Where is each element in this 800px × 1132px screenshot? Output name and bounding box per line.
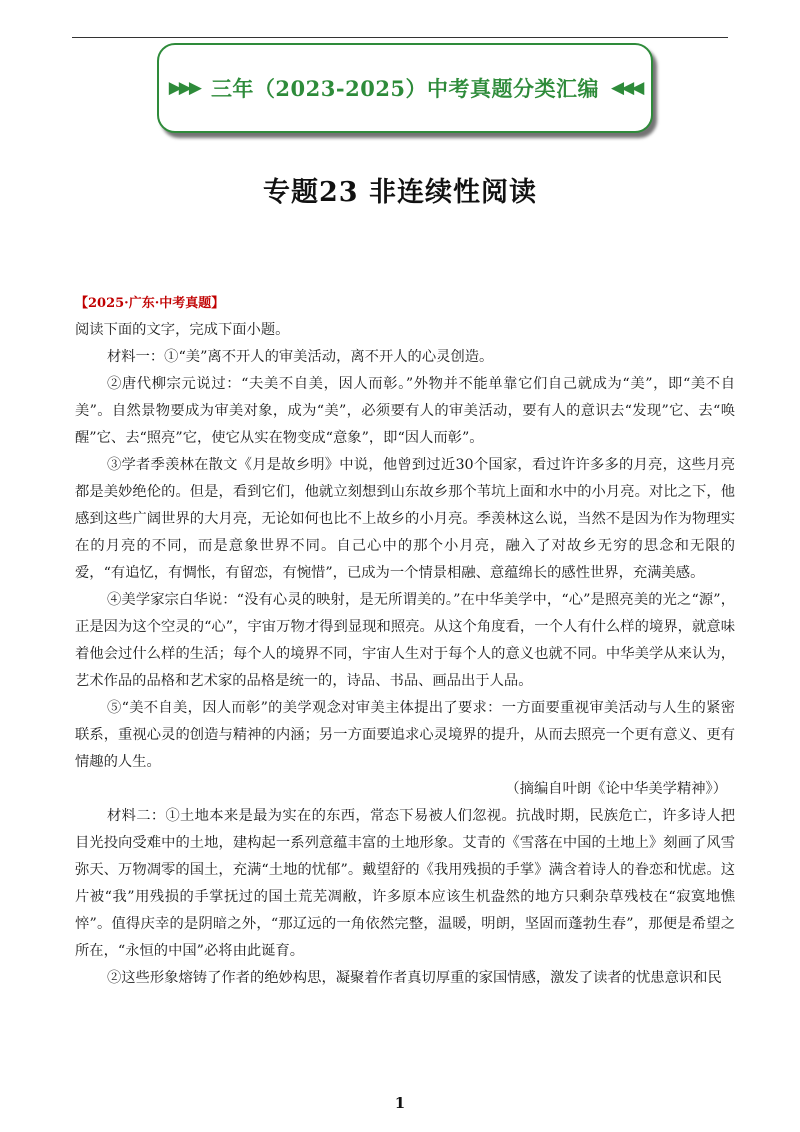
triangle-arrows-right-icon: ▶▶▶ — [168, 78, 199, 98]
page-number: 1 — [394, 1094, 406, 1112]
source-tag: 【2025·广东·中考真题】 — [75, 296, 225, 311]
banner-text — [169, 73, 642, 103]
triangle-arrows-left-icon: ◀◀◀ — [611, 78, 642, 98]
banner-title: 三年（2023-2025）中考真题分类汇编 — [210, 76, 600, 101]
series-banner — [157, 43, 653, 133]
material-one-p2: ②唐代柳宗元说过：“夫美不自美，因人而彰。”外物并不能单靠它们自己就成为“美”，即“美不自美”。自然景物要成为审美对象，成为“美”，必须要有人的审美活动，要有人的意识去“发现”它、去“唤醒”它、去“照亮”它，使它从实在物变成“意象”，即“因人而彰”。 — [75, 376, 735, 446]
material-one-citation: （摘编自叶朗《论中华美学精神》） — [505, 781, 727, 797]
instruction: 阅读下面的文字，完成下面小题。 — [75, 322, 290, 338]
top-rule — [72, 37, 728, 38]
material-one-p5: ⑤“美不自美，因人而彰”的美学观念对审美主体提出了要求：一方面要重视审美活动与人生的紧密联系，重视心灵的创造与精神的内涵；另一方面要追求心灵境界的提升，从而去照亮一个更有意义、更有情趣的人生。 — [75, 700, 735, 770]
document-body — [75, 290, 735, 992]
material-one-p1: 材料一：①“美”离不开人的审美活动，离不开人的心灵创造。 — [107, 349, 494, 365]
page-title: 专题23 非连续性阅读 — [263, 177, 537, 208]
material-two-p1: 材料二：①土地本来是最为实在的东西，常态下易被人们忽视。抗战时期，民族危亡，许多诗人把目光投向受难中的土地，建构起一系列意蕴丰富的土地形象。艾青的《雪落在中国的土地上》刻画了风雪弥天、万物凋零的国土，充满“土地的忧郁”。戴望舒的《我用残损的手掌》满含着诗人的眷恋和忧虑。这片被“我”用残损的手掌抚过的国土荒芜凋敝，许多原本应该生机盎然的地方只剩杂草残枝在“寂寞地憔悴”。值得庆幸的是阴暗之外，“那辽远的一角依然完整，温暖，明朗，坚固而蓬勃生春”，那便是希望之所在，“永恒的中国”必将由此诞育。 — [75, 808, 735, 959]
material-one-p4: ④美学家宗白华说：“没有心灵的映射，是无所谓美的。”在中华美学中，“心”是照亮美的光之“源”，正是因为这个空灵的“心”，宇宙万物才得到显现和照亮。从这个角度看，一个人有什么样的境界，就意味着他会过什么样的生活；每个人的境界不同，宇宙人生对于每个人的意义也就不同。中华美学从来认为，艺术作品的品格和艺术家的品格是统一的，诗品、书品、画品出于人品。 — [75, 592, 735, 689]
material-two-p2: ②这些形象熔铸了作者的绝妙构思，凝聚着作者真切厚重的家国情感，激发了读者的忧患意识和民 — [107, 970, 722, 986]
material-one-p3: ③学者季羡林在散文《月是故乡明》中说，他曾到过近30个国家，看过许许多多的月亮，这些月亮都是美妙绝伦的。但是，看到它们，他就立刻想到山东故乡那个苇坑上面和水中的小月亮。对比之下，他感到这些广阔世界的大月亮，无论如何也比不上故乡的小月亮。季羡林这么说，当然不是因为作为物理实在的月亮的不同，而是意象世界不同。自己心中的那个小月亮，融入了对故乡无穷的思念和无限的爱，“有追忆，有惆怅，有留恋，有惋惜”，已成为一个情景相融、意蕴绵长的感性世界，充满美感。 — [75, 457, 735, 581]
